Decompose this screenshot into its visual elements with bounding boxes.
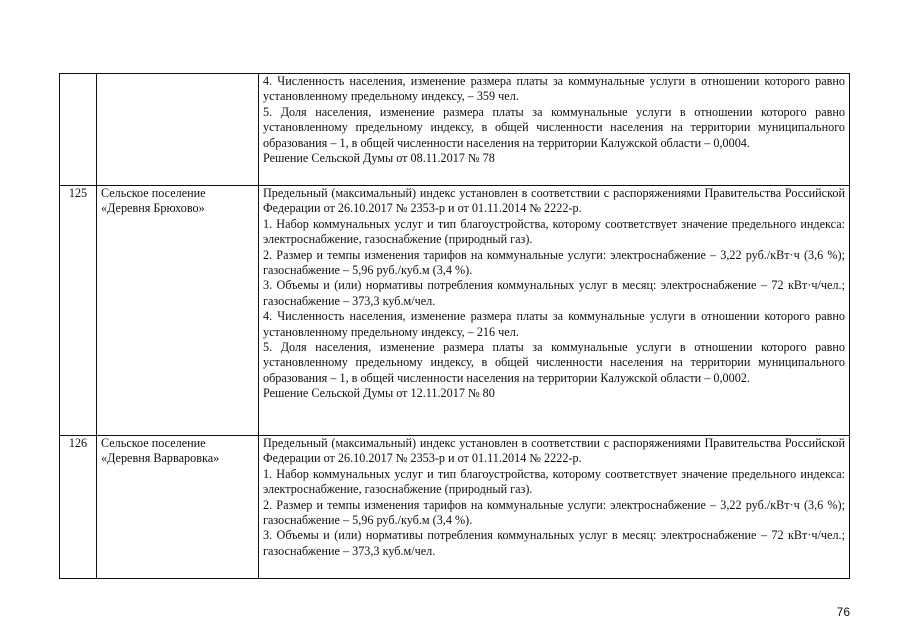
paragraph: 5. Доля населения, изменение размера платы за коммунальные услуги в отношении которого равно установленному предельному индексу, в общей численности населения на территории муниципального образования – 1, в общей численности населения на территории Калужской области – 0,0002. bbox=[263, 340, 845, 385]
table-row bbox=[60, 186, 850, 436]
settlement-title: «Деревня Варваровка» bbox=[101, 451, 220, 466]
table-row bbox=[60, 436, 850, 579]
paragraph: 4. Численность населения, изменение размера платы за коммунальные услуги в отношении которого равно установленному предельному индексу, – 216 чел. bbox=[263, 309, 845, 339]
settlement-type: Сельское поселение bbox=[101, 436, 206, 450]
page-number: 76 bbox=[836, 605, 850, 619]
index-details-cell bbox=[259, 186, 850, 436]
paragraph: 3. Объемы и (или) нормативы потребления коммунальных услуг в месяц: электроснабжение – 72 кВт·ч/чел.; газоснабжение – 373,3 куб.м/чел. bbox=[263, 528, 845, 558]
settlement-name-cell bbox=[97, 436, 259, 579]
decision-reference: Решение Сельской Думы от 12.11.2017 № 80 bbox=[263, 386, 495, 401]
settlement-type: Сельское поселение bbox=[101, 186, 206, 200]
paragraph: 2. Размер и темпы изменения тарифов на коммунальные услуги: электроснабжение – 3,22 руб./кВт·ч (3,6 %); газоснабжение – 5,96 руб./куб.м (3,4 %). bbox=[263, 247, 845, 278]
decision-reference: Решение Сельской Думы от 08.11.2017 № 78 bbox=[263, 151, 495, 166]
paragraph: 3. Объемы и (или) нормативы потребления коммунальных услуг в месяц: электроснабжение – 72 кВт·ч/чел.; газоснабжение – 373,3 куб.м/чел. bbox=[263, 278, 845, 308]
row-number: 126 bbox=[60, 436, 97, 579]
settlement-name-cell bbox=[97, 74, 259, 186]
row-number: 125 bbox=[60, 186, 97, 436]
table-row bbox=[60, 74, 850, 186]
row-number bbox=[60, 74, 97, 186]
index-details-cell bbox=[259, 436, 850, 579]
tariff-index-table bbox=[59, 73, 850, 579]
paragraph: 5. Доля населения, изменение размера платы за коммунальные услуги в отношении которого равно установленному предельному индексу, в общей численности населения на территории муниципального образования – 1, в общей численности населения на территории Калужской области – 0,0004. bbox=[263, 104, 845, 150]
index-details-cell bbox=[259, 74, 850, 186]
paragraph: 1. Набор коммунальных услуг и тип благоустройства, которому соответствует значение предельного индекса: электроснабжение, газоснабжение (природный газ). bbox=[263, 466, 845, 497]
paragraph: Предельный (максимальный) индекс установлен в соответствии с распоряжениями Правительства Российской Федерации от 26.10.2017 № 2353-р и от 01.11.2014 № 2222-р. bbox=[263, 436, 845, 466]
settlement-name-cell bbox=[97, 186, 259, 436]
paragraph: Предельный (максимальный) индекс установлен в соответствии с распоряжениями Правительства Российской Федерации от 26.10.2017 № 2353-р и от 01.11.2014 № 2222-р. bbox=[263, 186, 845, 216]
paragraph: 4. Численность населения, изменение размера платы за коммунальные услуги в отношении которого равно установленному предельному индексу, – 359 чел. bbox=[263, 74, 845, 104]
settlement-title: «Деревня Брюхово» bbox=[101, 201, 205, 216]
paragraph: 1. Набор коммунальных услуг и тип благоустройства, которому соответствует значение предельного индекса: электроснабжение, газоснабжение (природный газ). bbox=[263, 216, 845, 247]
paragraph: 2. Размер и темпы изменения тарифов на коммунальные услуги: электроснабжение – 3,22 руб./кВт·ч (3,6 %); газоснабжение – 5,96 руб./куб.м (3,4 %). bbox=[263, 497, 845, 528]
